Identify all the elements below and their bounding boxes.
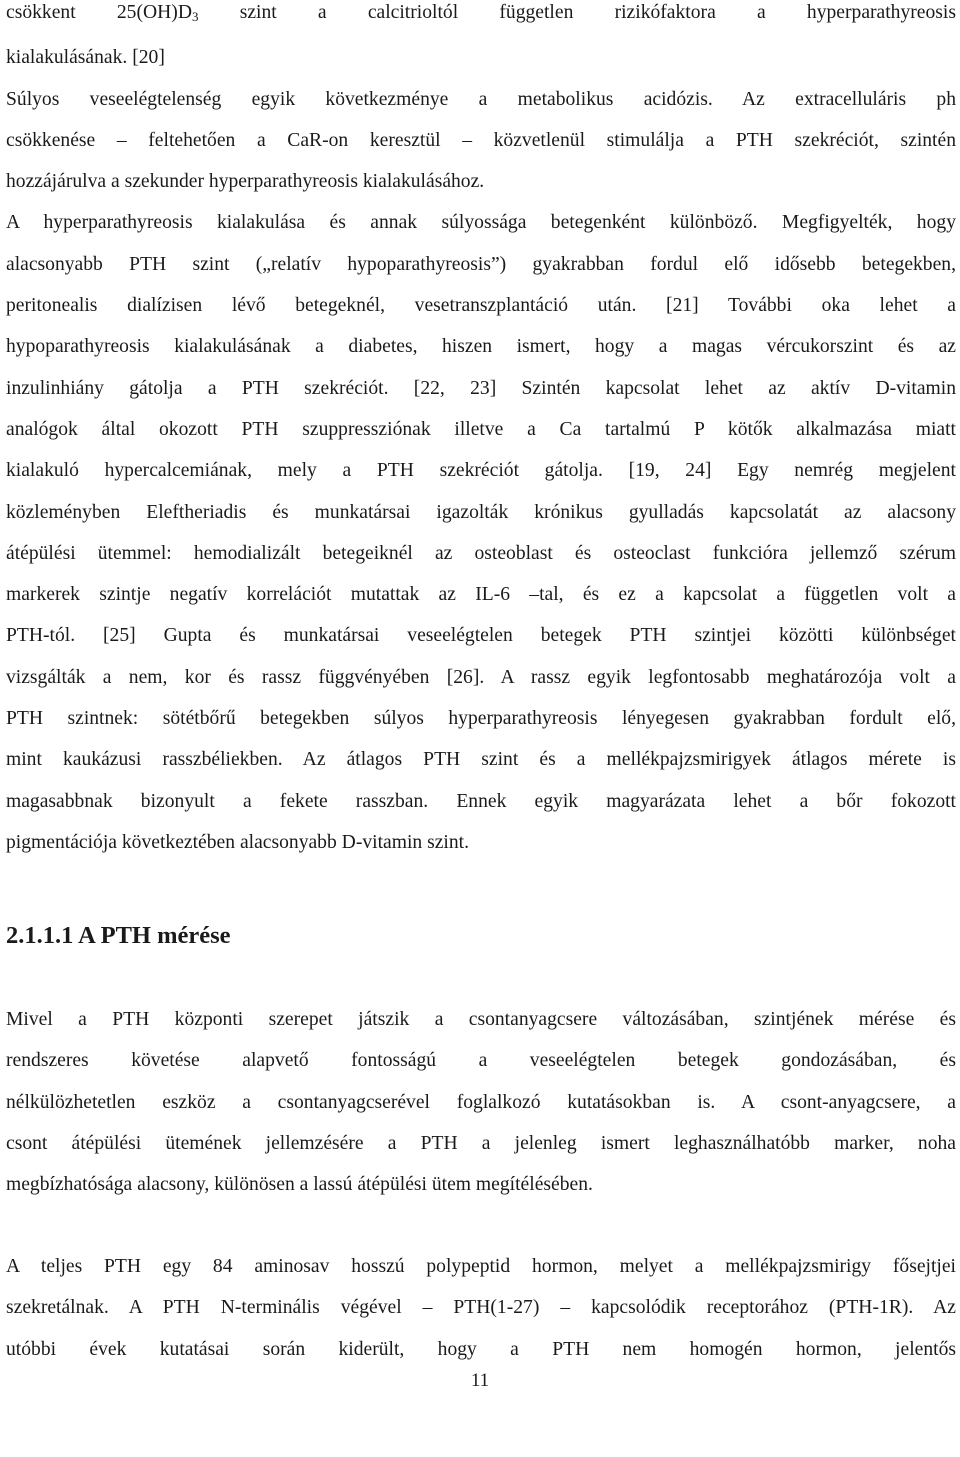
paragraph-pth-measurement bbox=[6, 999, 956, 1205]
text-line: A hyperparathyreosis kialakulása és annak súlyossága betegenként különböző. Megfigyelték, hogy bbox=[6, 212, 956, 234]
text-line: vizsgálták a nem, kor és rassz függvényében [26]. A rassz egyik legfontosabb meghatározója volt a bbox=[6, 666, 956, 688]
text-line: PTH-tól. [25] Gupta és munkatársai veseelégtelen betegek PTH szintjei közötti különbséget bbox=[6, 625, 956, 647]
text-line: megbízhatósága alacsony, különösen a lassú átépülési ütem megítélésében. bbox=[6, 1174, 593, 1196]
text-line: Mivel a PTH központi szerepet játszik a csontanyagcsere változásában, szintjének mérése és bbox=[6, 1009, 956, 1030]
text-line: csökkenése – feltehetően a CaR-on keresztül – közvetlenül stimulálja a PTH szekréciót, szintén bbox=[6, 129, 956, 151]
text-line bbox=[6, 0, 956, 37]
text-span: csökkent 25(OH)D bbox=[6, 2, 192, 23]
text-line: PTH szintnek: sötétbőrű betegekben súlyos hyperparathyreosis lényegesen gyakrabban fordult elő, bbox=[6, 708, 956, 730]
text-line: szekretálnak. A PTH N-terminális végével – PTH(1-27) – kapcsolódik receptorához (PTH-1R). Az bbox=[6, 1297, 956, 1319]
text-line: közleményben Eleftheriadis és munkatársai igazolták krónikus gyulladás kapcsolatát az alacsony bbox=[6, 501, 956, 523]
text-line: nélkülözhetetlen eszköz a csontanyagcserével foglalkozó kutatásokban is. A csont-anyagcsere, a bbox=[6, 1091, 956, 1113]
text-line: kialakuló hypercalcemiának, mely a PTH szekréciót gátolja. [19, 24] Egy nemrég megjelent bbox=[6, 460, 956, 482]
text-line: alacsonyabb PTH szint („relatív hypoparathyreosis”) gyakrabban fordul elő idősebb betegekben, bbox=[6, 253, 956, 275]
paragraph-pth-hormone bbox=[6, 1246, 956, 1370]
text-line: Súlyos veseelégtelenség egyik következménye a metabolikus acidózis. Az extracelluláris ph bbox=[6, 88, 956, 110]
text-line: peritonealis dialízisen lévő betegeknél, vesetranszplantáció után. [21] További oka lehet a bbox=[6, 295, 956, 317]
page-number: 11 bbox=[470, 1370, 490, 1391]
paragraph-hyperparathyreosis bbox=[6, 0, 956, 863]
text-line: markerek szintje negatív korrelációt mutattak az IL-6 –tal, és ez a kapcsolat a független volt a bbox=[6, 584, 956, 606]
text-line: kialakulásának. [20] bbox=[6, 47, 165, 69]
text-line: hypoparathyreosis kialakulásának a diabetes, hiszen ismert, hogy a magas vércukorszint és az bbox=[6, 336, 956, 358]
text-line: csont átépülési ütemének jellemzésére a PTH a jelenleg ismert leghasználhatóbb marker, noha bbox=[6, 1132, 956, 1154]
text-line: hozzájárulva a szekunder hyperparathyreosis kialakulásához. bbox=[6, 171, 485, 193]
text-line: mint kaukázusi rasszbéliekben. Az átlagos PTH szint és a mellékpajzsmirigyek átlagos mérete is bbox=[6, 749, 956, 771]
text-line: inzulinhiány gátolja a PTH szekréciót. [22, 23] Szintén kapcsolat lehet az aktív D-vitamin bbox=[6, 377, 956, 399]
text-line: átépülési ütemmel: hemodializált betegeiknél az osteoblast és osteoclast funkcióra jellemző szérum bbox=[6, 542, 956, 564]
text-line: utóbbi évek kutatásai során kiderült, hogy a PTH nem homogén hormon, jelentős bbox=[6, 1338, 956, 1360]
text-line: magasabbnak bizonyult a fekete rasszban. Ennek egyik magyarázata lehet a bőr fokozott bbox=[6, 790, 956, 812]
subscript: 3 bbox=[191, 9, 199, 24]
text-line: pigmentációja következtében alacsonyabb D-vitamin szint. bbox=[6, 831, 470, 853]
text-line: rendszeres követése alapvető fontosságú a veseelégtelen betegek gondozásában, és bbox=[6, 1050, 956, 1072]
section-heading: 2.1.1.1 A PTH mérése bbox=[6, 922, 231, 949]
text-span: szint a calcitrioltól független rizikófaktora a hyperparathyreosis bbox=[198, 2, 956, 23]
text-line: A teljes PTH egy 84 aminosav hosszú polypeptid hormon, melyet a mellékpajzsmirigy fősejtjei bbox=[6, 1256, 956, 1277]
text-line: analógok által okozott PTH szuppressziónak illetve a Ca tartalmú P kötők alkalmazása miatt bbox=[6, 418, 956, 440]
